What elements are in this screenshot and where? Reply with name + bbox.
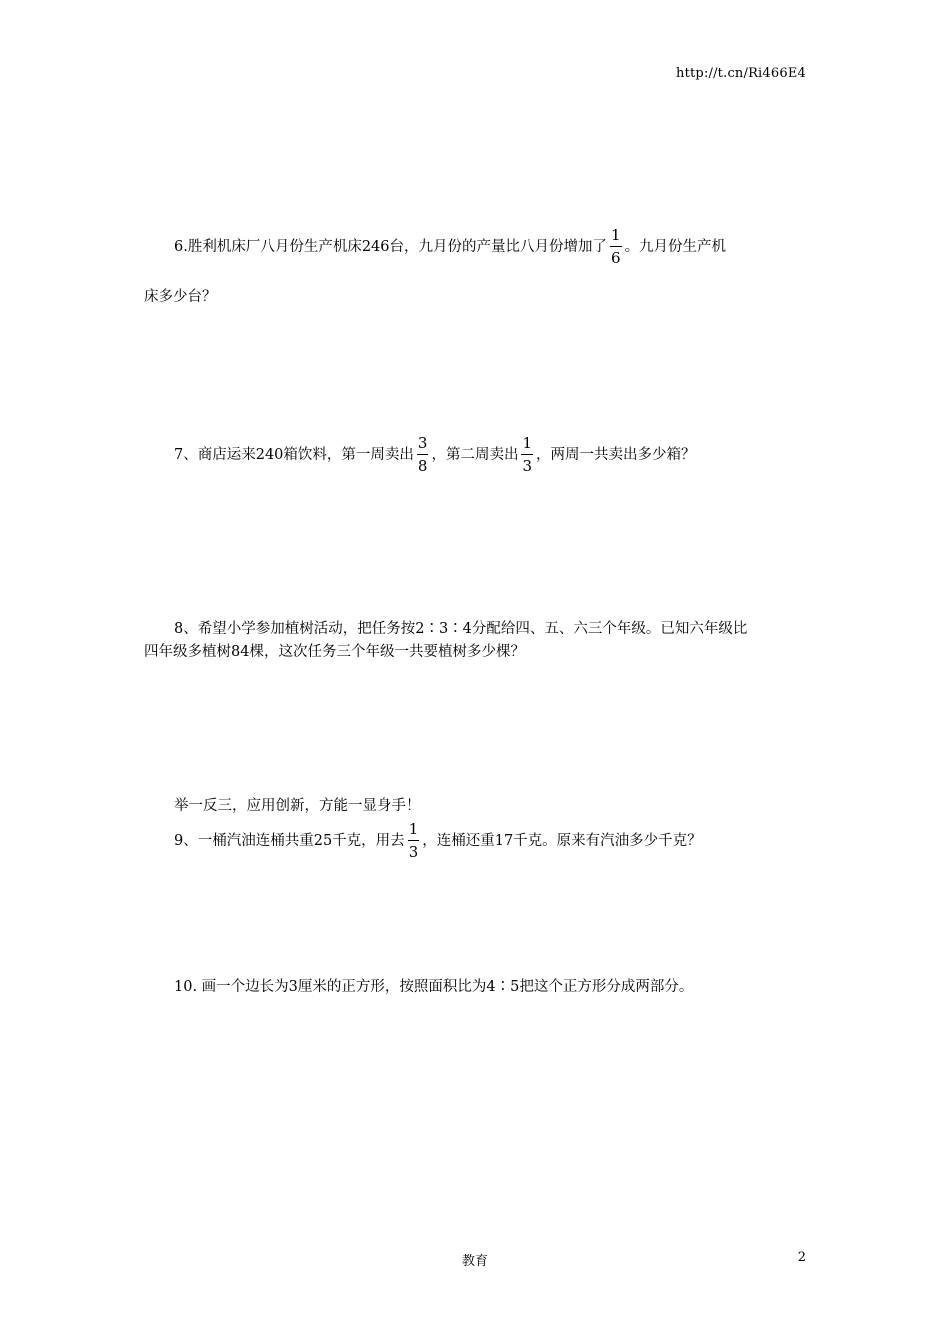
- section-heading: 举一反三，应用创新，方能一显身手！: [174, 798, 421, 814]
- question-7-fraction-2: [521, 436, 533, 474]
- fraction-numerator: 3: [417, 436, 429, 455]
- question-6-line-1: [174, 228, 726, 266]
- fraction-denominator: 3: [522, 457, 532, 475]
- question-8-line-2: 四年级多植树84棵，这次任务三个年级一共要植树多少棵？: [144, 644, 525, 660]
- question-8-line-1: 8、希望小学参加植树活动，把任务按2∶3∶4分配给四、五、六三个年级。已知六年级比: [174, 621, 748, 637]
- question-6-fraction: [610, 228, 622, 266]
- question-10: 10. 画一个边长为3厘米的正方形，按照面积比为4∶5把这个正方形分成两部分。: [174, 979, 694, 995]
- question-7-middle: ，第二周卖出: [431, 447, 519, 463]
- question-9-prefix: 9、一桶汽油连桶共重25千克，用去: [174, 833, 405, 849]
- question-6-line-2: 床多少台？: [144, 289, 217, 305]
- question-7-suffix: ，两周一共卖出多少箱？: [536, 447, 696, 463]
- fraction-numerator: 1: [610, 228, 622, 247]
- fraction-denominator: 8: [417, 457, 428, 475]
- question-7-fraction-1: [417, 436, 429, 474]
- fraction-numerator: 1: [521, 436, 533, 455]
- question-7-prefix: 7、商店运来240箱饮料，第一周卖出: [174, 447, 414, 463]
- question-9-suffix: ，连桶还重17千克。原来有汽油多少千克？: [422, 833, 702, 849]
- question-9-fraction: [408, 822, 420, 860]
- question-7: [174, 436, 696, 474]
- fraction-denominator: 6: [611, 249, 621, 267]
- fraction-numerator: 1: [408, 822, 420, 841]
- question-6-suffix: 。九月份生产机: [624, 239, 727, 255]
- question-6-prefix: 6.胜利机床厂八月份生产机床246台，九月份的产量比八月份增加了: [174, 239, 608, 255]
- page-number: 2: [797, 1250, 806, 1265]
- header-url: http://t.cn/Ri466E4: [676, 66, 806, 81]
- footer-label: 教育: [461, 1254, 488, 1269]
- fraction-denominator: 3: [408, 843, 419, 861]
- question-9: [174, 822, 702, 860]
